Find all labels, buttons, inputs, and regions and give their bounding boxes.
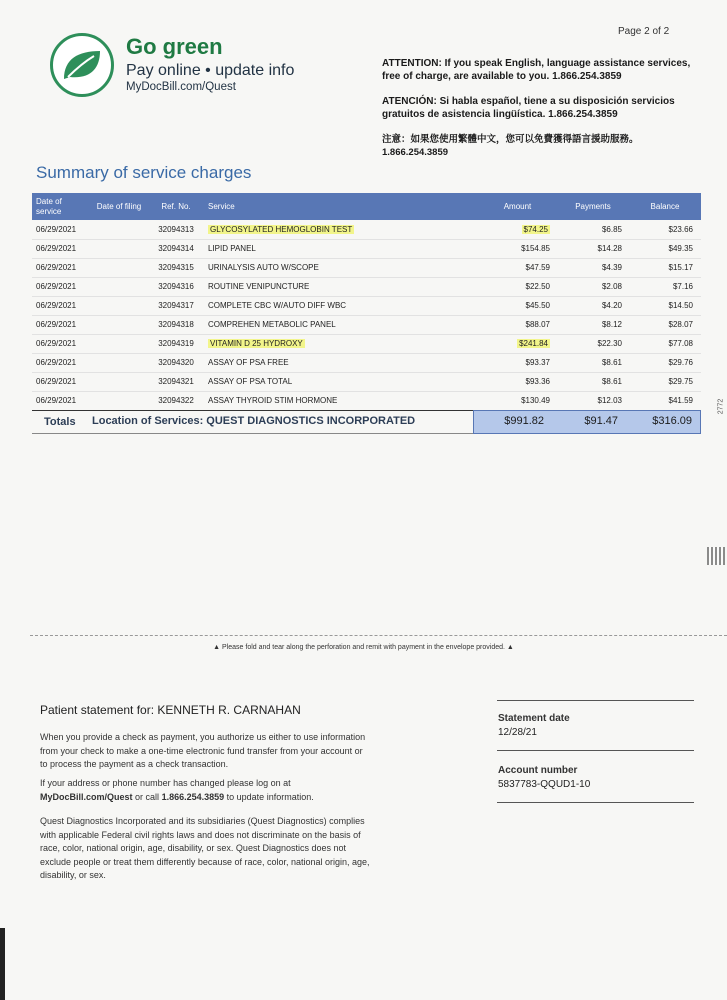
table-row bbox=[32, 220, 701, 239]
cell-ref-no: 32094315 bbox=[158, 263, 194, 272]
table-row bbox=[32, 372, 701, 391]
total-payments: $91.47 bbox=[584, 415, 618, 427]
header-amount: Amount bbox=[478, 193, 557, 220]
statement-date-value: 12/28/21 bbox=[498, 727, 537, 738]
cell-service: LIPID PANEL bbox=[208, 244, 256, 253]
mydocbill-link[interactable]: MyDocBill.com/Quest bbox=[40, 791, 133, 802]
cell-ref-no: 32094319 bbox=[158, 339, 194, 348]
account-number-label: Account number bbox=[498, 765, 578, 776]
summary-title: Summary of service charges bbox=[36, 163, 252, 182]
cell-date-of-service: 06/29/2021 bbox=[36, 282, 77, 291]
page-number: Page 2 of 2 bbox=[618, 26, 670, 37]
phone-number: 1.866.254.3859 bbox=[161, 791, 225, 802]
table-row bbox=[32, 315, 701, 334]
cell-ref-no: 32094318 bbox=[158, 320, 194, 329]
cell-service: COMPREHEN METABOLIC PANEL bbox=[208, 320, 336, 329]
language-notice-english: ATTENTION: If you speak English, language assistance services, free of charge, are available to you. 1.866.254.3859 bbox=[382, 58, 691, 82]
total-amount: $991.82 bbox=[504, 415, 544, 427]
cell-payments: $8.61 bbox=[601, 358, 622, 367]
table-row bbox=[32, 334, 701, 353]
promo-url[interactable]: MyDocBill.com/Quest bbox=[126, 81, 236, 93]
cell-balance: $28.07 bbox=[668, 320, 693, 329]
scan-edge bbox=[0, 928, 5, 1000]
cell-date-of-service: 06/29/2021 bbox=[36, 263, 77, 272]
header-balance: Balance bbox=[629, 193, 701, 220]
cell-date-of-service: 06/29/2021 bbox=[36, 320, 77, 329]
cell-amount: $241.84 bbox=[519, 339, 548, 348]
account-number-value: 5837783-QQUD1-10 bbox=[498, 779, 591, 790]
cell-ref-no: 32094322 bbox=[158, 396, 194, 405]
cell-amount: $47.59 bbox=[525, 263, 550, 272]
cell-payments: $2.08 bbox=[601, 282, 622, 291]
cell-amount: $45.50 bbox=[525, 301, 550, 310]
promo-subtitle: Pay online • update info bbox=[126, 62, 295, 79]
leaf-logo-icon bbox=[50, 33, 114, 97]
cell-amount: $88.07 bbox=[525, 320, 550, 329]
cell-date-of-service: 06/29/2021 bbox=[36, 339, 77, 348]
cell-date-of-service: 06/29/2021 bbox=[36, 224, 77, 234]
cell-ref-no: 32094317 bbox=[158, 301, 194, 310]
perforation-line bbox=[30, 635, 727, 636]
cell-balance: $77.08 bbox=[668, 339, 693, 348]
barcode-icon bbox=[707, 547, 725, 565]
check-payment-notice: When you provide a check as payment, you authorize us either to use information from your check to make a one-time electronic fund transfer from your account or to process the payment as a check transaction. bbox=[40, 732, 366, 769]
location-of-services: Location of Services: QUEST DIAGNOSTICS INCORPORATED bbox=[92, 415, 416, 427]
cell-balance: $14.50 bbox=[668, 301, 693, 310]
cell-balance: $41.59 bbox=[668, 396, 693, 405]
cell-service: URINALYSIS AUTO W/SCOPE bbox=[208, 263, 319, 272]
cell-payments: $8.61 bbox=[601, 377, 622, 386]
cell-balance: $49.35 bbox=[668, 244, 693, 253]
cell-payments: $4.39 bbox=[601, 263, 622, 272]
header-payments: Payments bbox=[557, 193, 629, 220]
cell-service: COMPLETE CBC W/AUTO DIFF WBC bbox=[208, 301, 347, 310]
patient-statement-label: Patient statement for: KENNETH R. CARNAHAN bbox=[40, 703, 301, 717]
cell-service: VITAMIN D 25 HYDROXY bbox=[210, 339, 303, 348]
cell-payments: $12.03 bbox=[597, 396, 622, 405]
cell-date-of-service: 06/29/2021 bbox=[36, 244, 77, 253]
cell-amount: $154.85 bbox=[521, 244, 550, 253]
header-service: Service bbox=[202, 193, 372, 220]
cell-ref-no: 32094320 bbox=[158, 358, 194, 367]
table-body bbox=[32, 220, 701, 410]
table-row bbox=[32, 353, 701, 372]
cell-date-of-service: 06/29/2021 bbox=[36, 358, 77, 367]
cell-payments: $14.28 bbox=[597, 244, 622, 253]
header-date-of-filing: Date of filing bbox=[88, 193, 150, 220]
cell-amount: $93.36 bbox=[525, 377, 550, 386]
promo-title: Go green bbox=[126, 34, 223, 59]
service-charges-table bbox=[32, 193, 701, 411]
language-notice-spanish: ATENCIÓN: Si habla español, tiene a su disposición servicios gratuitos de asistencia lingüística. 1.866.254.3859 bbox=[382, 96, 675, 120]
cell-balance: $29.76 bbox=[668, 358, 693, 367]
header-date-of-service: Date of service bbox=[32, 193, 88, 220]
nondiscrimination-notice: Quest Diagnostics Incorporated and its subsidiaries (Quest Diagnostics) complies with applicable Federal civil rights laws and does not discriminate on the basis of race, color, national origin, age, disability, or sex. Quest Diagnostics does not exclude people or treat them differently because of race, color, national origin, age, disability, or sex. bbox=[40, 816, 370, 880]
table-row bbox=[32, 258, 701, 277]
table-row bbox=[32, 296, 701, 315]
cell-ref-no: 32094313 bbox=[158, 224, 194, 234]
cell-service: ASSAY THYROID STIM HORMONE bbox=[208, 396, 338, 405]
cell-date-of-service: 06/29/2021 bbox=[36, 377, 77, 386]
cell-service: ASSAY OF PSA FREE bbox=[208, 358, 289, 367]
totals-label: Totals bbox=[44, 416, 76, 428]
cell-date-of-service: 06/29/2021 bbox=[36, 301, 77, 310]
cell-ref-no: 32094314 bbox=[158, 244, 194, 253]
cell-ref-no: 32094316 bbox=[158, 282, 194, 291]
cell-amount: $74.25 bbox=[523, 224, 548, 234]
cell-balance: $23.66 bbox=[668, 224, 693, 234]
table-header-row bbox=[32, 193, 701, 220]
total-balance: $316.09 bbox=[652, 415, 692, 427]
header-ref-no: Ref. No. bbox=[150, 193, 202, 220]
divider bbox=[497, 700, 694, 701]
table-row bbox=[32, 277, 701, 296]
cell-amount: $130.49 bbox=[521, 396, 550, 405]
table-row bbox=[32, 391, 701, 410]
side-code: 2772 bbox=[717, 398, 725, 415]
divider bbox=[497, 750, 694, 751]
cell-payments: $4.20 bbox=[601, 301, 622, 310]
cell-amount: $22.50 bbox=[525, 282, 550, 291]
cell-service: ASSAY OF PSA TOTAL bbox=[208, 377, 293, 386]
cell-balance: $29.75 bbox=[668, 377, 693, 386]
divider bbox=[497, 802, 694, 803]
cell-date-of-service: 06/29/2021 bbox=[36, 396, 77, 405]
statement-date-label: Statement date bbox=[498, 713, 570, 724]
cell-balance: $15.17 bbox=[668, 263, 693, 272]
fold-instruction: ▲ Please fold and tear along the perforation and remit with payment in the envelope provided. ▲ bbox=[213, 644, 514, 651]
cell-service: GLYCOSYLATED HEMOGLOBIN TEST bbox=[210, 224, 353, 234]
cell-payments: $6.85 bbox=[601, 224, 622, 234]
language-notice-chinese: 注意：如果您使用繁體中文，您可以免費獲得語言援助服務。 1.866.254.3859 bbox=[382, 134, 639, 158]
cell-payments: $22.30 bbox=[597, 339, 622, 348]
cell-service: ROUTINE VENIPUNCTURE bbox=[208, 282, 310, 291]
address-change-notice: If your address or phone number has changed please log on at MyDocBill.com/Quest or call 1.866.254.3859 to update information. bbox=[40, 778, 314, 802]
table-row bbox=[32, 239, 701, 258]
cell-amount: $93.37 bbox=[525, 358, 550, 367]
cell-payments: $8.12 bbox=[601, 320, 622, 329]
cell-ref-no: 32094321 bbox=[158, 377, 194, 386]
cell-balance: $7.16 bbox=[672, 282, 693, 291]
